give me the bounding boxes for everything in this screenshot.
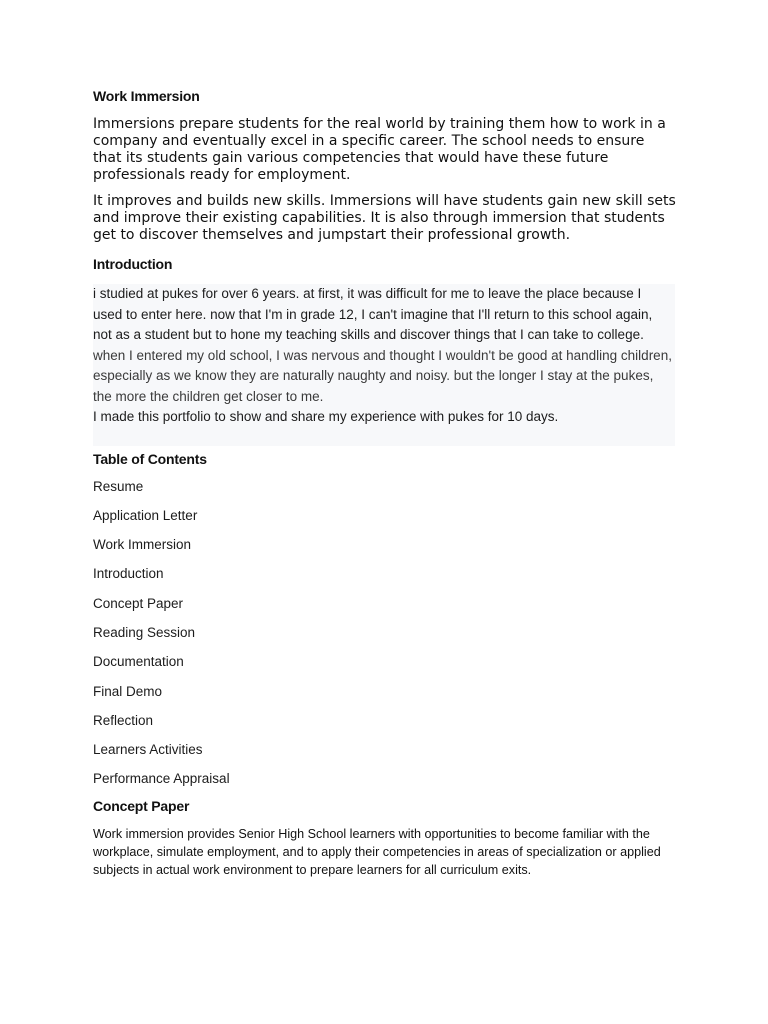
- introduction-block: [93, 284, 675, 446]
- toc-list: [93, 479, 676, 788]
- concept-paper-heading: Concept Paper: [93, 797, 190, 814]
- toc-item-work-immersion: Work Immersion: [93, 537, 192, 553]
- introduction-heading: Introduction: [93, 256, 173, 272]
- introduction-paragraph: [93, 284, 673, 407]
- toc-item-performance-appraisal: Performance Appraisal: [93, 771, 230, 787]
- toc-item-learners-activities: Learners Activities: [93, 742, 203, 758]
- concept-paper-paragraph: Work immersion provides Senior High School learners with opportunities to become familiar with the workplace, simulate employment, and to apply their competencies in areas of specialization or applied subjects in actual work environment to prepare learners for all curriculum exits.: [93, 826, 661, 877]
- toc-item-application-letter: Application Letter: [93, 507, 198, 523]
- work-immersion-heading: Work Immersion: [93, 88, 200, 104]
- toc-item-resume: Resume: [93, 478, 144, 494]
- toc-item-concept-paper: Concept Paper: [93, 595, 184, 611]
- work-immersion-paragraph-2: It improves and builds new skills. Immersions will have students gain new skill sets and improve their existing capabilities. It is also through immersion that students get to discover themselves and jumpstart their professional growth.: [93, 193, 676, 243]
- work-immersion-paragraph-1: Immersions prepare students for the real world by training them how to work in a company and eventually excel in a specific career. The school needs to ensure that its students gain various competencies that would have these future professionals ready for employment.: [93, 116, 666, 183]
- toc-item-introduction: Introduction: [93, 566, 164, 582]
- introduction-text-continued: when I entered my old school, I was nervous and thought I wouldn't be good at handling children, especially as we know they are naturally naughty and noisy. but the longer I stay at the pukes, the more the children get closer to me.: [93, 347, 672, 404]
- toc-item-documentation: Documentation: [93, 654, 184, 670]
- toc-heading: Table of Contents: [93, 450, 207, 467]
- toc-item-reading-session: Reading Session: [93, 624, 196, 640]
- toc-item-final-demo: Final Demo: [93, 683, 163, 699]
- toc-item-reflection: Reflection: [93, 712, 154, 728]
- introduction-text-main: i studied at pukes for over 6 years. at first, it was difficult for me to leave the place because I used to enter here. now that I'm in grade 12, I can't imagine that I'll return to this school again, not as a student but to hone my teaching skills and discover things that I can take to college.: [93, 286, 653, 342]
- introduction-closing: I made this portfolio to show and share my experience with pukes for 10 days.: [93, 409, 559, 424]
